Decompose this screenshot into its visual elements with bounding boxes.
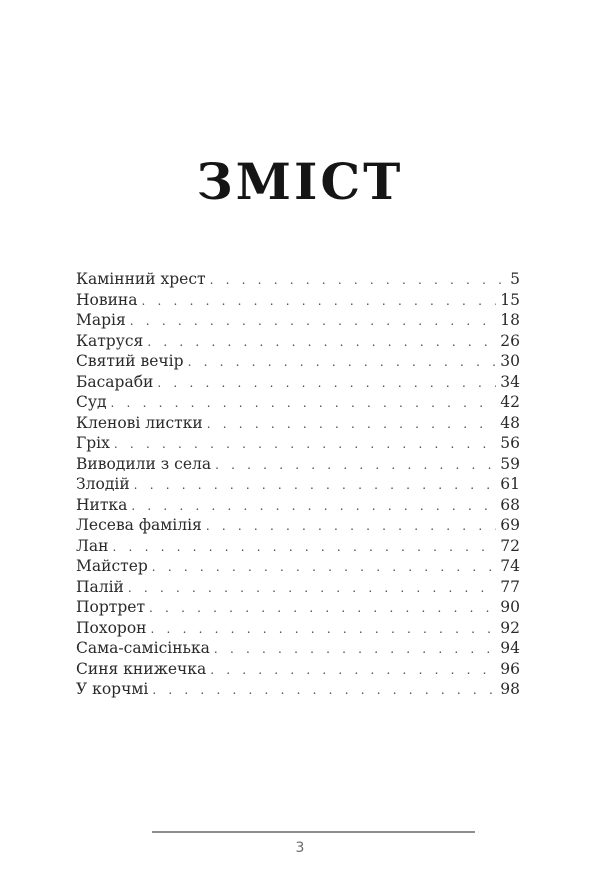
toc-entry[interactable]	[76, 659, 520, 680]
toc-entry[interactable]	[76, 536, 520, 557]
dot-leader	[210, 270, 506, 291]
toc-entry-title: Майстер	[76, 557, 148, 575]
toc-entry[interactable]	[76, 515, 520, 536]
dot-leader	[151, 619, 497, 640]
dot-leader	[128, 578, 496, 599]
toc-entry[interactable]	[76, 638, 520, 659]
dot-leader	[206, 516, 496, 537]
dot-leader	[114, 434, 496, 455]
toc-entry[interactable]	[76, 597, 520, 618]
toc-entry-title: Синя книжечка	[76, 659, 207, 678]
dot-leader	[130, 311, 496, 332]
toc-entry-page: 68	[500, 495, 520, 514]
toc-entry-title: Сама-самісінька	[76, 639, 210, 657]
dot-leader	[157, 373, 496, 394]
toc-entry[interactable]	[76, 618, 520, 639]
toc-entry-title: Басараби	[76, 372, 154, 391]
toc-entry-title: Портрет	[76, 598, 146, 616]
dot-leader	[214, 639, 496, 660]
toc-entry-page: 18	[500, 311, 520, 329]
dot-leader	[111, 393, 497, 414]
toc-entry-page: 98	[500, 680, 520, 698]
dot-leader	[131, 496, 496, 517]
toc-entry[interactable]	[76, 372, 520, 393]
toc-entry-page: 34	[500, 372, 520, 391]
toc-entry-page: 69	[500, 516, 520, 534]
toc-entry-title: Катруся	[76, 331, 144, 350]
dot-leader	[134, 475, 497, 496]
toc-entry-page: 56	[500, 434, 520, 452]
toc-entry-page: 61	[500, 475, 520, 493]
toc-entry-title: У корчмі	[76, 680, 149, 698]
toc-entry-page: 90	[500, 598, 520, 616]
toc-entry-page: 92	[500, 618, 520, 637]
toc-entry[interactable]	[76, 269, 520, 290]
toc-entry-title: Гріх	[76, 434, 110, 452]
toc-entry[interactable]	[76, 433, 520, 454]
toc-entry-page: 30	[500, 352, 520, 370]
dot-leader	[152, 557, 496, 578]
toc-entry[interactable]	[76, 474, 520, 495]
toc-entry[interactable]	[76, 413, 520, 434]
toc-entry-page: 5	[510, 270, 520, 288]
toc-entry-title: Нитка	[76, 495, 128, 514]
toc-entry-title: Суд	[76, 393, 107, 411]
toc-entry-title: Камінний хрест	[76, 270, 206, 288]
dot-leader	[149, 598, 496, 619]
toc-entry-page: 48	[500, 413, 520, 432]
dot-leader	[215, 455, 496, 476]
toc-entry-page: 15	[500, 290, 520, 309]
dot-leader	[141, 291, 496, 312]
toc-entry[interactable]	[76, 392, 520, 413]
footer-divider	[152, 831, 475, 833]
toc-entry-page: 96	[500, 659, 520, 678]
toc-entry-title: Виводили з села	[76, 454, 212, 473]
toc-entry[interactable]	[76, 351, 520, 372]
toc-entry-title: Марія	[76, 311, 126, 329]
toc-entry-title: Похорон	[76, 618, 147, 637]
toc-entry-page: 26	[500, 331, 520, 350]
toc-entry[interactable]	[76, 331, 520, 352]
toc-entry-page: 94	[500, 639, 520, 657]
table-of-contents	[76, 269, 520, 700]
toc-entry[interactable]	[76, 290, 520, 311]
page-number: 3	[295, 840, 305, 856]
toc-entry[interactable]	[76, 556, 520, 577]
toc-entry[interactable]	[76, 679, 520, 700]
dot-leader	[207, 414, 497, 435]
toc-entry-page: 42	[500, 393, 520, 411]
toc-entry-title: Кленові листки	[76, 413, 203, 432]
dot-leader	[210, 660, 496, 681]
toc-entry[interactable]	[76, 577, 520, 598]
dot-leader	[152, 680, 496, 701]
toc-entry-page: 72	[500, 536, 520, 555]
toc-entry-title: Злодій	[76, 475, 130, 493]
toc-entry-title: Лан	[76, 536, 109, 555]
dot-leader	[113, 537, 497, 558]
toc-entry-title: Святий вечір	[76, 352, 184, 370]
dot-leader	[188, 352, 497, 373]
toc-entry[interactable]	[76, 454, 520, 475]
dot-leader	[147, 332, 496, 353]
page-title: ЗМІСТ	[196, 151, 404, 211]
toc-entry-title: Новина	[76, 290, 138, 309]
toc-entry[interactable]	[76, 310, 520, 331]
toc-entry-title: Лесева фамілія	[76, 516, 202, 534]
toc-entry-page: 77	[500, 577, 520, 596]
toc-entry-title: Палій	[76, 577, 124, 596]
toc-entry[interactable]	[76, 495, 520, 516]
toc-entry-page: 74	[500, 557, 520, 575]
toc-entry-page: 59	[500, 454, 520, 473]
